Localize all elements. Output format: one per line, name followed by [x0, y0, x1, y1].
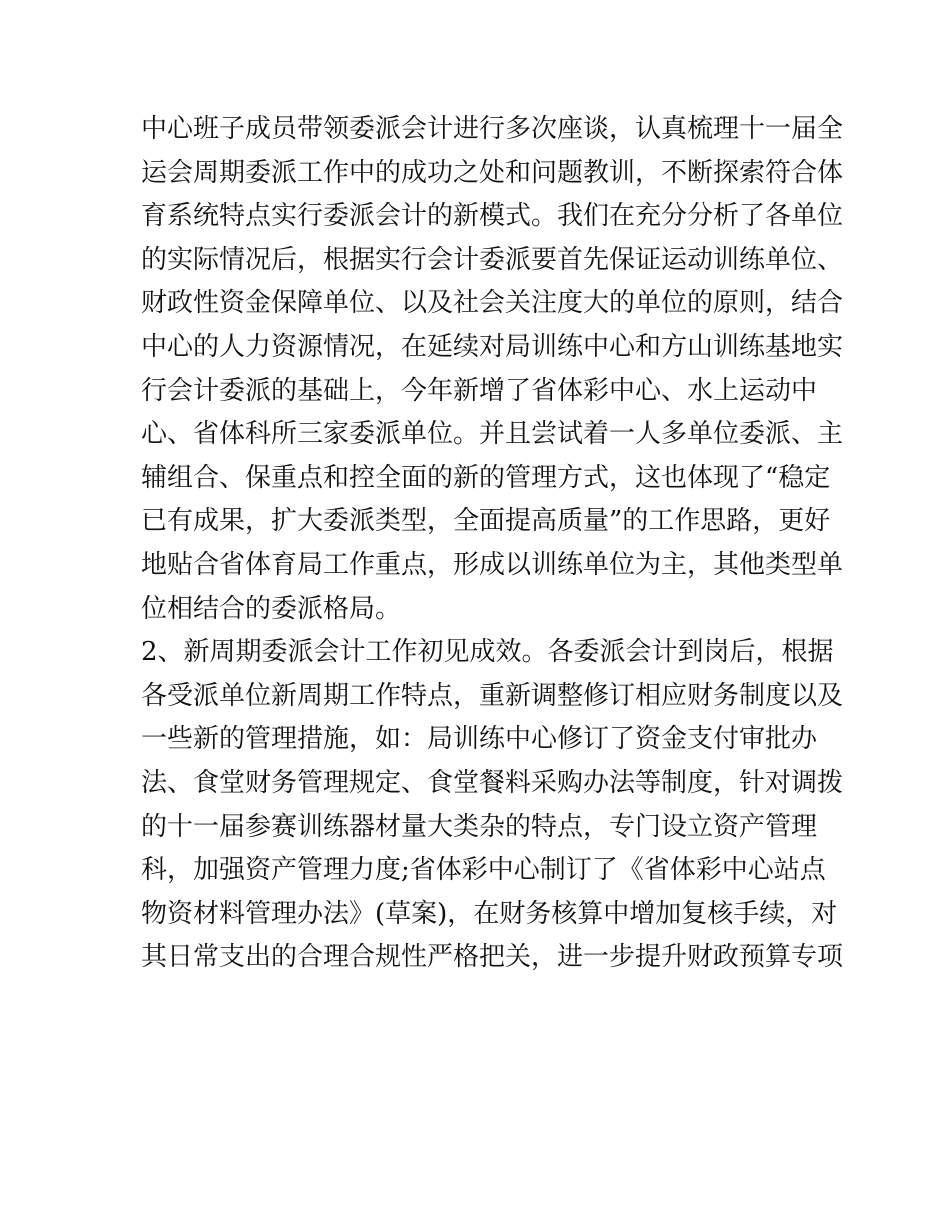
text-line: 财政性资金保障单位、以及社会关注度大的单位的原则，结合 [141, 288, 844, 319]
text-line: 运会周期委派工作中的成功之处和问题教训，不断探索符合体 [141, 157, 844, 188]
body-text [141, 108, 844, 980]
text-line: 中心的人力资源情况，在延续对局训练中心和方山训练基地实 [141, 331, 844, 362]
text-line: 法、食堂财务管理规定、食堂餐料采购办法等制度，针对调拨 [141, 767, 844, 798]
text-line: 的十一届参赛训练器材量大类杂的特点，专门设立资产管理 [141, 811, 818, 842]
text-line: 一些新的管理措施，如：局训练中心修订了资金支付审批办 [141, 724, 818, 755]
text-line: 地贴合省体育局工作重点，形成以训练单位为主，其他类型单 [141, 549, 844, 580]
text-line: 物资材料管理办法》(草案)，在财务核算中增加复核手续，对 [141, 898, 838, 929]
text-line: 其日常支出的合理合规性严格把关，进一步提升财政预算专项 [141, 942, 844, 973]
text-line: 辅组合、保重点和控全面的新的管理方式，这也体现了“稳定 [141, 462, 831, 493]
text-line: 各受派单位新周期工作特点，重新调整修订相应财务制度以及 [141, 680, 844, 711]
text-line: 科，加强资产管理力度;省体彩中心制订了《省体彩中心站点 [141, 855, 826, 886]
text-line: 已有成果，扩大委派类型，全面提高质量”的工作思路，更好 [141, 506, 831, 537]
text-line: 育系统特点实行委派会计的新模式。我们在充分分析了各单位 [141, 201, 844, 232]
text-line: 心、省体科所三家委派单位。并且尝试着一人多单位委派、主 [141, 419, 844, 450]
text-line: 中心班子成员带领委派会计进行多次座谈，认真梳理十一届全 [141, 114, 844, 144]
section-heading-line: 2、新周期委派会计工作初见成效。各委派会计到岗后，根据 [141, 637, 834, 668]
text-line: 行会计委派的基础上，今年新增了省体彩中心、水上运动中 [141, 375, 818, 406]
text-line: 的实际情况后，根据实行会计委派要首先保证运动训练单位、 [141, 244, 844, 275]
paragraph-end-line: 位相结合的委派格局。 [141, 593, 402, 624]
